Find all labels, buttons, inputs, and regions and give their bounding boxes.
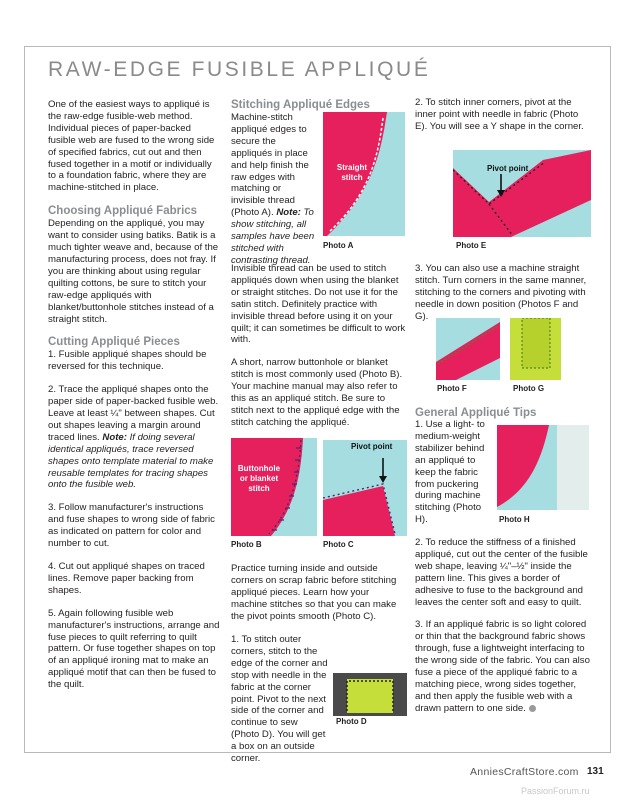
page-number: 131 [587,766,604,777]
column-1 [48,99,220,702]
column-3-tips [415,537,590,726]
heading-general-tips: General Appliqué Tips [415,407,537,419]
step-3: 3. Follow manufacturer's instructions and fuse shapes to wrong side of fabric as indicated on pattern for color and number to cut. [48,502,215,550]
photo-h-caption: Photo H [499,515,530,524]
inner-corner-text: 2. To stitch inner corners, pivot at the inner point with needle in fabric (Photo E). You will see a Y shape in the corner. [415,97,584,132]
watermark: PassionForum.ru [521,786,590,796]
photo-a-caption: Photo A [323,241,354,250]
step-2-note: If doing several identical appliqués, trace reversed shapes onto template material to make reusable templates for tracing shapes onto the fusible web. [48,431,214,491]
photo-e-caption: Photo E [456,241,487,250]
photo-h [497,425,589,510]
stitching-text: Machine-stitch appliqué edges to secure the appliqués in place and help finish the raw edges with matching or invisible thread (Photo A). [231,112,309,219]
photo-c-caption: Photo C [323,540,354,549]
photo-b [231,438,317,536]
photo-f-graphic [436,318,500,380]
tip-1-text: 1. Use a light- to medium-weight stabilizer behind an appliqué to keep the fabric from puckering during machine stitching (Photo H). [415,419,485,526]
stitching-paragraph [231,112,317,267]
outside-corner-text: 1. To stitch outer corners, stitch to the edge of the corner and stop with needle in the fabric at the corner point. Pivot to the next side of the corner and continue to sew (Photo D). You will get a box on an outside corner. [231,634,328,765]
note-label: Note: [276,207,301,219]
photo-h-graphic [497,425,589,510]
photo-b-caption: Photo B [231,540,262,549]
step-2-text: 2. Trace the appliqué shapes onto the paper side of paper-backed fusible web. Leave at least ¼" between shapes. Cut out shapes leaving a margin around traced lines. [48,384,219,443]
heading-choosing-fabrics: Choosing Appliqué Fabrics [48,205,198,218]
tip-3 [415,619,590,714]
photo-e [453,150,591,237]
photo-e-label: Pivot point [487,164,529,173]
invisible-thread-paragraph: Invisible thread can be used to stitch appliqués down when using the blanket or straight stitches. Do not use it for the satin stitch. Definitely practice with invisible thread before using it on your quilt; it can sometimes be difficult to work with. [231,263,406,346]
footer-website: AnniesCraftStore.com [470,766,579,778]
column-2-body [231,263,407,440]
page-title: RAW-EDGE FUSIBLE APPLIQUÉ [48,58,431,81]
step-4: 4. Cut out appliqué shapes on traced lines. Remove paper backing from shapes. [48,561,205,596]
photo-g-graphic [510,318,561,380]
intro-paragraph: One of the easiest ways to appliqué is the raw-edge fusible-web method. Individual pieces of paper-backed fusible web are fused to the wrong side of specified fabrics, cut out and then fused together in a motif or individually to a foundation fabric, where they are machine-stitched in place. [48,99,215,194]
straight-stitch-text: 3. You can also use a machine straight stitch. Turn corners in the same manner, stitching to the corners and pivoting with needle in down position (Photos F and G). [415,263,587,322]
practice-paragraph [231,563,407,634]
practice-text: Practice turning inside and outside corners on scrap fabric before stitching appliqué pieces. Learn how your machine stitches so that you can make the pivot points smooth (Photo C). [231,563,397,622]
note-label: Note: [102,431,127,443]
photo-g [510,318,561,380]
outside-corner-paragraph [231,634,328,776]
stitching-note: To show stitching, all samples have been stitched with contrasting thread. [231,207,315,266]
fabrics-paragraph: Depending on the appliqué, you may want to consider using batiks. Batik is a much tighter weave and, because of the manufacturing process, does not fray. If you are thinking about using regular quilting cottons, be sure to stitch your raw-edge appliqués with blanket/buttonhole stitches instead of a straight stitch. [48,218,219,325]
inner-corner-paragraph [415,97,590,144]
photo-g-caption: Photo G [513,384,545,393]
photo-a [323,112,405,236]
photo-d-graphic [333,673,407,716]
tip-2-text: 2. To reduce the stiffness of a finished appliqué, cut out the center of the fusible web shape, leaving ¼"–½" inside the pattern line. This gives a border of adhesive to fuse to the background and leaves the center soft and easy to quilt. [415,537,588,608]
photo-d [333,673,407,716]
heading-cutting-pieces: Cutting Appliqué Pieces [48,336,180,349]
photo-f-caption: Photo F [437,384,467,393]
photo-c-label: Pivot point [351,442,393,451]
step-2 [48,384,220,491]
step-1: 1. Fusible appliqué shapes should be reversed for this technique. [48,349,207,373]
end-of-article-bullet-icon [529,705,536,712]
heading-stitching-edges: Stitching Appliqué Edges [231,99,370,111]
tip-3-text: 3. If an appliqué fabric is so light colored or thin that the background fabric shows through, fuse a lightweight interfacing to the wrong side of the fabric. You can also fuse a piece of the appliqué fabric to a matching piece, wrong sides together, and then apply the fusible web with a drawn pattern to one side. [415,619,590,714]
tip-1 [415,419,495,537]
photo-a-label: Straight stitch [336,163,368,182]
buttonhole-paragraph: A short, narrow buttonhole or blanket stitch is most commonly used (Photo B). Your machine manual may also refer to this as an appliqué stitch. Be sure to stitch next to the appliqué edge with the stitch catching the appliqué. [231,357,403,428]
photo-f [436,318,500,380]
step-5: 5. Again following fusible web manufacturer's instructions, arrange and fuse pieces to quilt referring to quilt pattern. Or fuse together shapes on top of an appliqué ironing mat to make an appliqué motif that can then be fused to the quilt. [48,607,220,691]
photo-b-label: Buttonhole or blanket stitch [237,464,281,493]
photo-c-graphic [323,440,407,536]
photo-c [323,440,407,536]
photo-d-caption: Photo D [336,717,367,726]
